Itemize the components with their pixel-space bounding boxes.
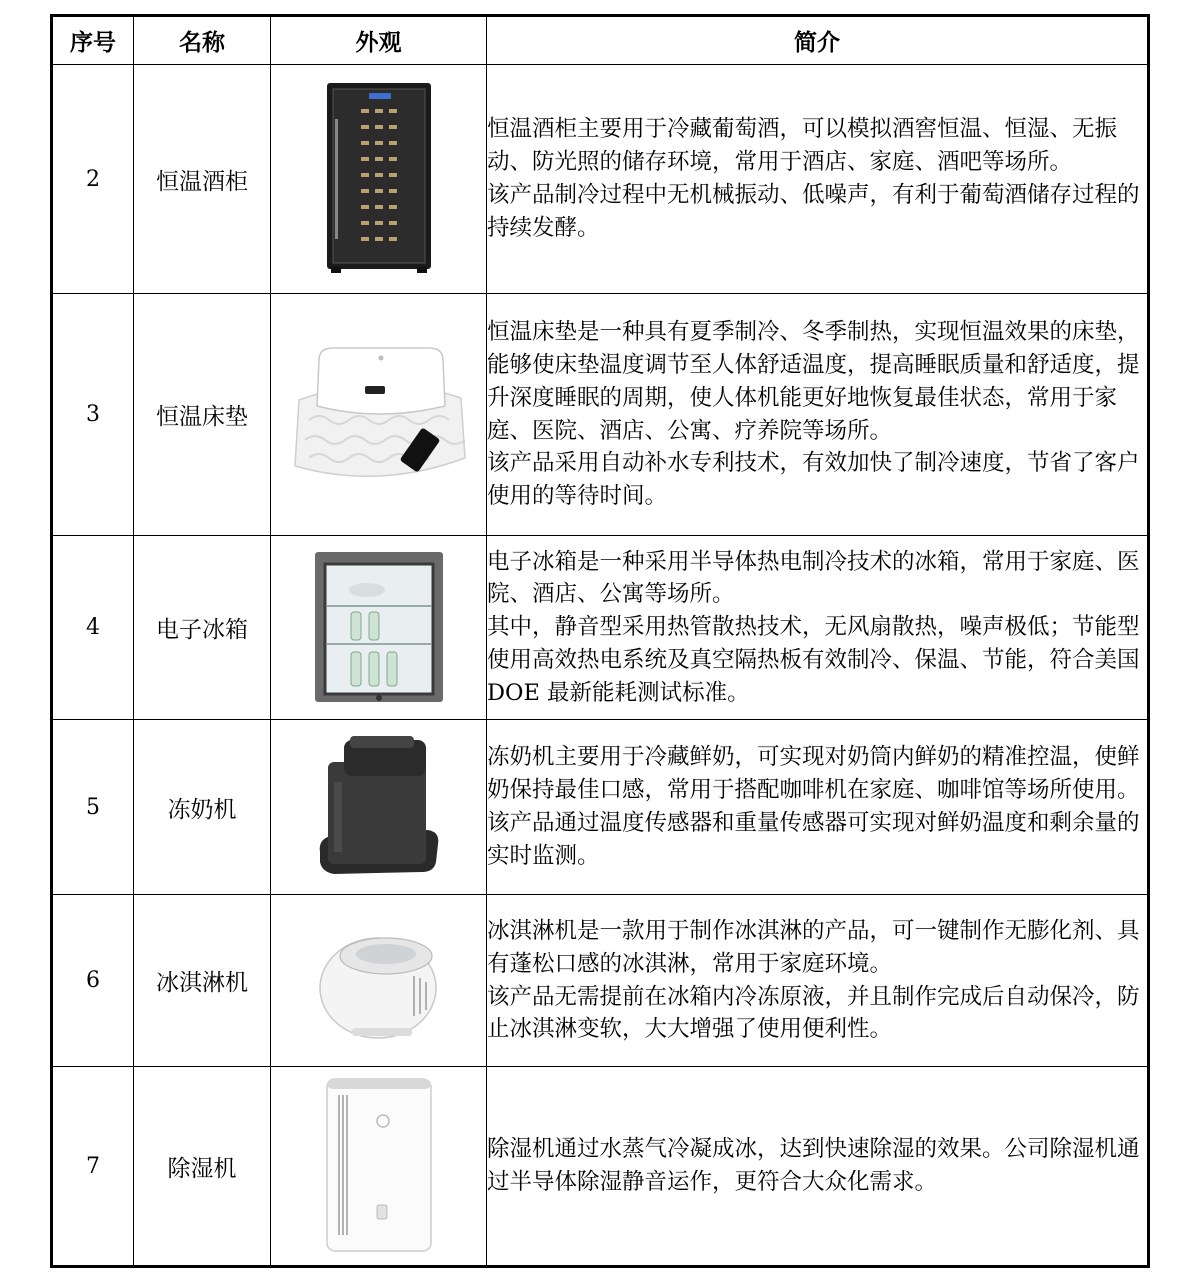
row-index: 3 <box>52 294 134 536</box>
table-row <box>52 65 1149 294</box>
row-name: 除湿机 <box>134 1067 271 1267</box>
row-name: 电子冰箱 <box>134 536 271 720</box>
header-row <box>52 16 1149 65</box>
description-paragraph: 该产品制冷过程中无机械振动、低噪声，有利于葡萄酒储存过程的持续发酵。 <box>487 182 1140 241</box>
row-index: 5 <box>52 720 134 895</box>
row-description <box>487 536 1149 720</box>
row-index: 6 <box>52 895 134 1067</box>
row-index: 2 <box>52 65 134 294</box>
mattress-image <box>271 294 487 536</box>
dehumidifier-image <box>271 1067 487 1267</box>
row-name: 冻奶机 <box>134 720 271 895</box>
description-paragraph: 该产品通过温度传感器和重量传感器可实现对鲜奶温度和剩余量的实时监测。 <box>487 810 1140 869</box>
product-table <box>50 14 1150 1268</box>
table-row <box>52 536 1149 720</box>
wine-cabinet-image <box>271 65 487 294</box>
header-index: 序号 <box>52 16 134 65</box>
table-row <box>52 1067 1149 1267</box>
description-paragraph: 恒温酒柜主要用于冷藏葡萄酒，可以模拟酒窖恒温、恒湿、无振动、防光照的储存环境，常用于酒店、家庭、酒吧等场所。 <box>487 116 1118 176</box>
table-row <box>52 720 1149 895</box>
description-paragraph: 其中，静音型采用热管散热技术，无风扇散热，噪声极低；节能型使用高效热电系统及真空隔热板有效制冷、保温、节能，符合美国 DOE 最新能耗测试标准。 <box>487 614 1140 706</box>
row-description <box>487 895 1149 1067</box>
row-description <box>487 720 1149 895</box>
row-description <box>487 65 1149 294</box>
description-paragraph: 冻奶机主要用于冷藏鲜奶，可实现对奶筒内鲜奶的精准控温，使鲜奶保持最佳口感，常用于搭配咖啡机在家庭、咖啡馆等场所使用。 <box>487 744 1140 804</box>
table-row <box>52 294 1149 536</box>
row-name: 冰淇淋机 <box>134 895 271 1067</box>
table-row <box>52 895 1149 1067</box>
header-intro: 简介 <box>487 16 1149 65</box>
description-paragraph: 除湿机通过水蒸气冷凝成冰，达到快速除湿的效果。公司除湿机通过半导体除湿静音运作，更符合大众化需求。 <box>487 1136 1140 1195</box>
fridge-image <box>271 536 487 720</box>
description-paragraph: 该产品采用自动补水专利技术，有效加快了制冷速度，节省了客户使用的等待时间。 <box>487 450 1140 510</box>
milk-chiller-image <box>271 720 487 895</box>
row-description <box>487 294 1149 536</box>
description-paragraph: 电子冰箱是一种采用半导体热电制冷技术的冰箱，常用于家庭、医院、酒店、公寓等场所。 <box>487 548 1140 608</box>
description-paragraph: 冰淇淋机是一款用于制作冰淇淋的产品，可一键制作无膨化剂、具有蓬松口感的冰淇淋，常用于家庭环境。 <box>487 917 1140 977</box>
row-description <box>487 1067 1149 1267</box>
header-name: 名称 <box>134 16 271 65</box>
description-paragraph: 该产品无需提前在冰箱内冷冻原液，并且制作完成后自动保冷，防止冰淇淋变软，大大增强了使用便利性。 <box>487 983 1140 1043</box>
header-appearance: 外观 <box>271 16 487 65</box>
row-index: 4 <box>52 536 134 720</box>
ice-cream-machine-image <box>271 895 487 1067</box>
description-paragraph: 恒温床垫是一种具有夏季制冷、冬季制热，实现恒温效果的床垫，能够使床垫温度调节至人体舒适温度，提高睡眠质量和舒适度，提升深度睡眠的周期，使人体机能更好地恢复最佳状态，常用于家庭、医院、酒店、公寓、疗养院等场所。 <box>487 319 1140 444</box>
row-index: 7 <box>52 1067 134 1267</box>
row-name: 恒温床垫 <box>134 294 271 536</box>
row-name: 恒温酒柜 <box>134 65 271 294</box>
